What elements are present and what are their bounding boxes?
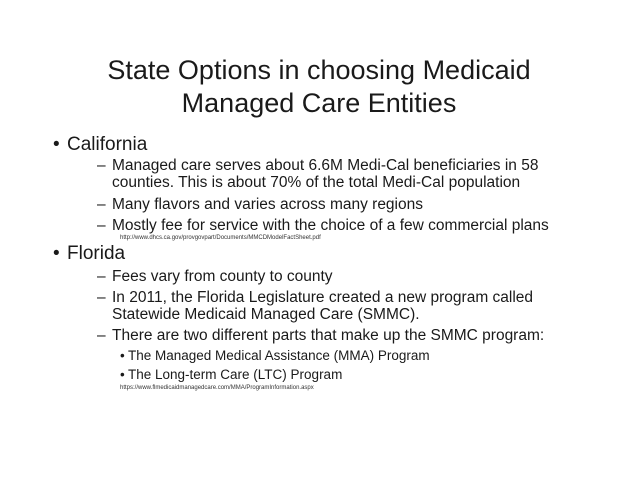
item-text-line-1: There are two different parts that make up the SMMC program: <box>112 327 545 344</box>
section-heading: Florida <box>67 243 126 264</box>
subitem-text: The Managed Medical Assistance (MMA) Program <box>128 348 430 363</box>
bullet-california <box>53 134 148 156</box>
florida-subitem-1 <box>120 348 430 364</box>
florida-subitem-2 <box>120 367 343 383</box>
section-heading: California <box>67 134 148 155</box>
dash-marker: – <box>97 157 106 174</box>
dash-marker: – <box>97 327 106 344</box>
item-text-line-1: Many flavors and varies across many regions <box>112 196 423 213</box>
florida-source-link[interactable]: https://www.flmedicaidmanagedcare.com/MMA/ProgramInformation.aspx <box>120 385 314 391</box>
bullet-dot: • <box>120 367 125 382</box>
bullet-dot: • <box>53 134 60 155</box>
dash-marker: – <box>97 196 106 213</box>
bullet-florida <box>53 243 126 265</box>
slide-title <box>40 54 598 120</box>
item-text-line-1: Fees vary from county to county <box>112 268 333 285</box>
bullet-dot: • <box>53 243 60 264</box>
item-text-line-1: Managed care serves about 6.6M Medi-Cal beneficiaries in 58 <box>112 157 539 174</box>
item-text-line-2: Statewide Medicaid Managed Care (SMMC). <box>112 306 420 323</box>
item-text-line-2: counties. This is about 70% of the total Medi-Cal population <box>112 174 521 191</box>
bullet-dot: • <box>120 348 125 363</box>
dash-marker: – <box>97 268 106 285</box>
item-text-line-1: Mostly fee for service with the choice of a few commercial plans <box>112 217 549 234</box>
dash-marker: – <box>97 217 106 234</box>
title-line-1: State Options in choosing Medicaid <box>107 55 531 85</box>
california-source-link[interactable]: http://www.dhcs.ca.gov/provgovpart/Documents/MMCDModelFactSheet.pdf <box>120 235 321 241</box>
item-text-line-1: In 2011, the Florida Legislature created a new program called <box>112 289 534 306</box>
subitem-text: The Long-term Care (LTC) Program <box>128 367 343 382</box>
title-line-2: Managed Care Entities <box>181 88 457 118</box>
dash-marker: – <box>97 289 106 306</box>
